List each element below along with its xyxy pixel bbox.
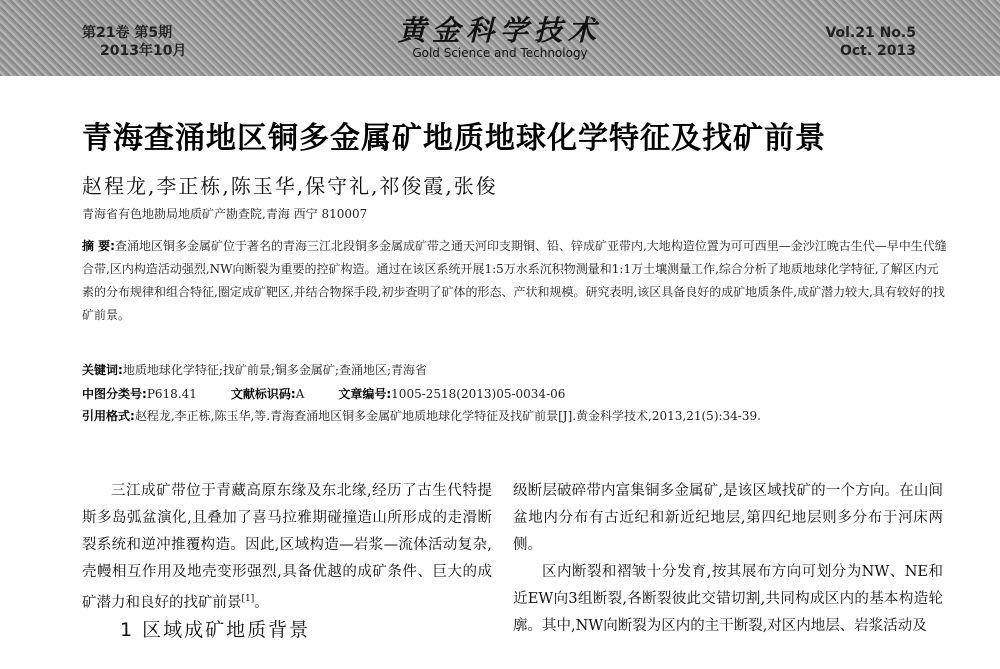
date-en: Oct. 2013: [839, 43, 916, 59]
date-cn: 2013年10月: [100, 43, 187, 59]
citation: [82, 406, 950, 426]
journal-name-cn: 黄金科学技术: [397, 14, 602, 47]
keywords-label: 关键词:: [82, 363, 123, 377]
volume-en: Vol.21 No.5: [825, 25, 916, 41]
intro-end: 。: [254, 594, 269, 611]
citation-text: 赵程龙,李正栋,陈玉华,等.青海查涌地区铜多金属矿地质地球化学特征及找矿前景[J].黄金科学技术,2013,21(5):34-39.: [134, 409, 761, 423]
section-heading: 1 区域成矿地质背景: [120, 618, 311, 641]
clc-value: P618.41: [146, 387, 197, 401]
article-number-label: 文章编号:: [338, 387, 392, 401]
reference-marker[interactable]: [1]: [241, 594, 255, 604]
clc-number: [82, 384, 197, 404]
header-left: [82, 24, 186, 60]
article-authors: 赵程龙,李正栋,陈玉华,保守礼,祁俊霞,张俊: [82, 174, 498, 198]
abstract: [82, 235, 950, 327]
header-right: [825, 24, 916, 60]
journal-name-en: Gold Science and Technology: [412, 46, 588, 60]
right-paragraph-2: 区内断裂和褶皱十分发育,按其展布方向可划分为NW、NE和近EW向3组断裂,各断裂彼此交错切割,共同构成区内的基本构造轮廓。其中,NW向断裂为区内的主干断裂,对区内地层、岩浆活动及: [513, 564, 943, 634]
doc-value: A: [295, 387, 305, 401]
intro-paragraph: [82, 478, 492, 617]
keywords-text: 地质地球化学特征;找矿前景;铜多金属矿;查涌地区;青海省: [122, 363, 427, 377]
body-left-column: [82, 478, 492, 644]
journal-header: [0, 0, 1000, 76]
volume-cn: 第21卷 第5期: [82, 25, 173, 41]
body-right-column: [513, 478, 943, 640]
right-paragraph-1: 级断层破碎带内富集铜多金属矿,是该区域找矿的一个方向。在山间盆地内分布有古近纪和新近纪地层,第四纪地层则多分布于河床两侧。: [513, 483, 943, 553]
journal-logo: [380, 16, 620, 60]
clc-label: 中图分类号:: [82, 387, 147, 401]
document-code: [231, 384, 304, 404]
intro-text: 三江成矿带位于青藏高原东缘及东北缘,经历了古生代特提斯多岛弧盆演化,且叠加了喜马拉雅期碰撞造山所形成的走滑断裂系统和逆冲推覆构造。因此,区域构造—岩浆—流体活动复杂,壳幔相互作用及地壳变形强烈,具备优越的成矿条件、巨大的成矿潜力和良好的找矿前景: [82, 483, 492, 611]
citation-label: 引用格式:: [82, 409, 135, 423]
keywords: [82, 360, 950, 380]
article-number: [338, 384, 565, 404]
abstract-label: 摘 要:: [82, 239, 115, 253]
doc-label: 文献标识码:: [230, 387, 296, 401]
abstract-text: 查涌地区铜多金属矿位于著名的青海三江北段铜多金属成矿带之通天河印支期铜、铅、锌成矿亚带内,大地构造位置为可可西里—金沙江晚古生代—早中生代缝合带,区内构造活动强烈,NW向断裂为重要的控矿构造。通过在该区系统开展1:5万水系沉积物测量和1:1万土壤测量工作,综合分析了地质地球化学特征,了解区内元素的分布规律和组合特征,圈定成矿靶区,并结合物探手段,初步查明了矿体的形态、产状和规模。研究表明,该区具备良好的成矿地质条件,成矿潜力较大,具有较好的找矿前景。: [82, 239, 947, 322]
article-title: 青海查涌地区铜多金属矿地质地球化学特征及找矿前景: [82, 121, 826, 156]
classification-line: [82, 384, 950, 404]
article-number-value: 1005-2518(2013)05-0034-06: [391, 387, 566, 401]
author-affiliation: 青海省有色地勘局地质矿产勘查院,青海 西宁 810007: [82, 207, 368, 221]
